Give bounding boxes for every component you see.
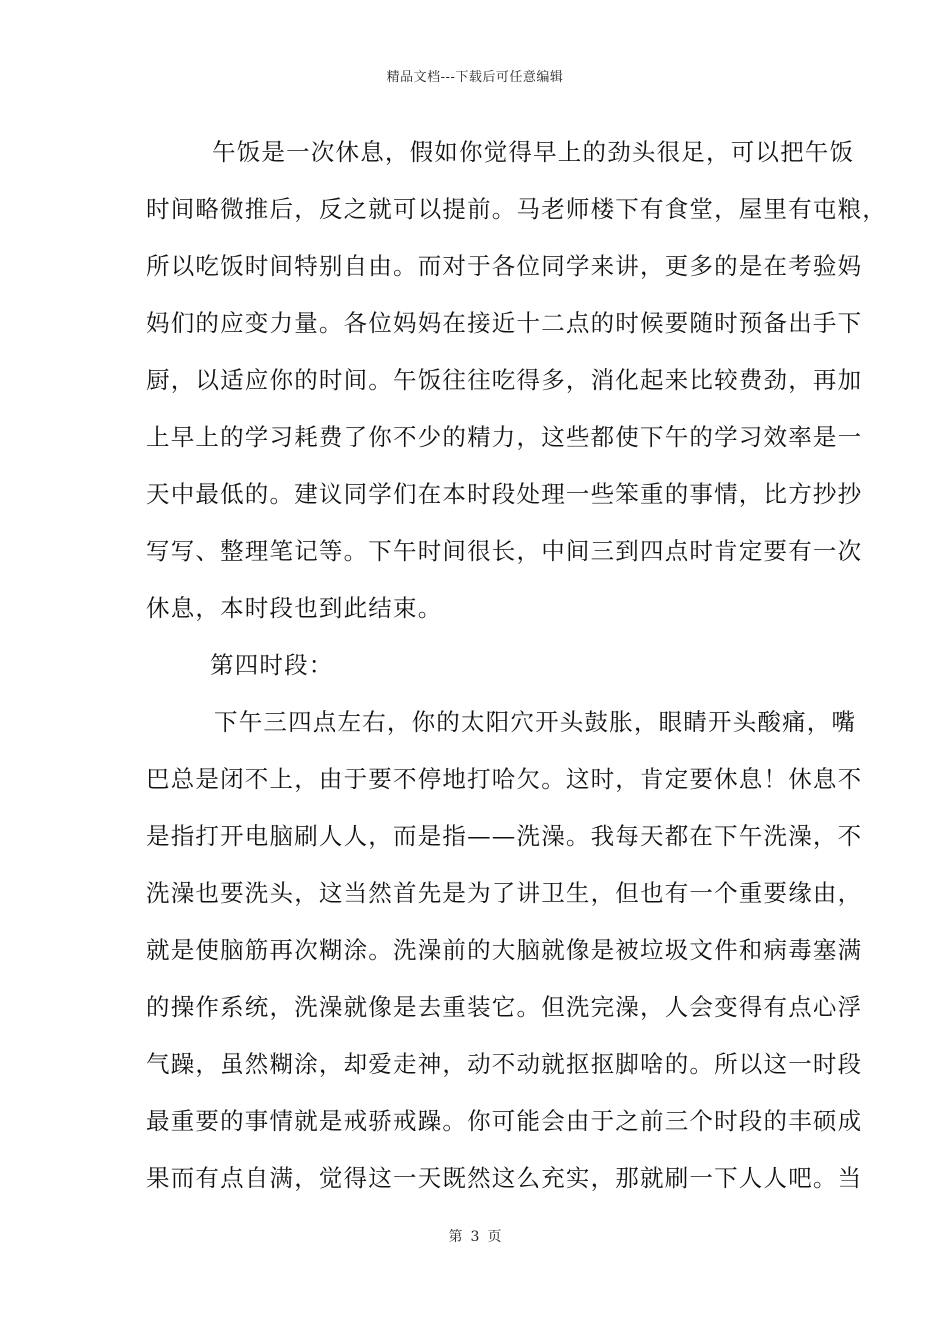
paragraph-3-line-3: 是指打开电脑刷人人，而是指——洗澡。我每天都在下午洗澡，不	[146, 822, 863, 850]
page-header: 精品文档---下载后可任意编辑	[386, 70, 564, 85]
paragraph-1-line-2: 时间略微推后，反之就可以提前。马老师楼下有食堂，屋里有屯粮，	[146, 195, 887, 223]
paragraph-1-line-8: 写写、整理笔记等。下午时间很长，中间三到四点时肯定要有一次	[146, 537, 863, 565]
paragraph-1-line-4: 妈们的应变力量。各位妈妈在接近十二点的时候要随时预备出手下	[146, 309, 863, 337]
page-number-prefix: 第	[448, 1229, 463, 1245]
page-footer	[0, 1226, 950, 1246]
paragraph-1-line-3: 所以吃饭时间特别自由。而对于各位同学来讲，更多的是在考验妈	[146, 252, 863, 280]
paragraph-1-line-9: 休息，本时段也到此结束。	[146, 594, 443, 622]
paragraph-1-line-5: 厨，以适应你的时间。午饭往往吃得多，消化起来比较费劲，再加	[146, 366, 863, 394]
paragraph-3-line-2: 巴总是闭不上，由于要不停地打哈欠。这时，肯定要休息！休息不	[146, 765, 863, 793]
section-heading: 第四时段：	[210, 651, 334, 679]
paragraph-3-line-6: 的操作系统，洗澡就像是去重装它。但洗完澡，人会变得有点心浮	[146, 993, 863, 1021]
paragraph-3-line-5: 就是使脑筋再次糊涂。洗澡前的大脑就像是被垃圾文件和病毒塞满	[146, 936, 863, 964]
paragraph-3-line-7: 气躁，虽然糊涂，却爱走神，动不动就抠抠脚啥的。所以这一时段	[146, 1050, 863, 1078]
paragraph-1-line-1: 午饭是一次休息，假如你觉得早上的劲头很足，可以把午饭	[212, 138, 855, 166]
paragraph-3-line-1: 下午三四点左右，你的太阳穴开头鼓胀，眼睛开头酸痛，嘴	[214, 708, 857, 736]
paragraph-3-line-4: 洗澡也要洗头，这当然首先是为了讲卫生，但也有一个重要缘由，	[146, 879, 863, 907]
page-number: 3	[470, 1229, 480, 1245]
paragraph-3-line-9: 果而有点自满，觉得这一天既然这么充实，那就刷一下人人吧。当	[146, 1164, 863, 1192]
page-number-suffix: 页	[487, 1229, 502, 1245]
paragraph-3-line-8: 最重要的事情就是戒骄戒躁。你可能会由于之前三个时段的丰硕成	[146, 1107, 863, 1135]
paragraph-1-line-6: 上早上的学习耗费了你不少的精力，这些都使下午的学习效率是一	[146, 423, 863, 451]
paragraph-1-line-7: 天中最低的。建议同学们在本时段处理一些笨重的事情，比方抄抄	[146, 480, 863, 508]
